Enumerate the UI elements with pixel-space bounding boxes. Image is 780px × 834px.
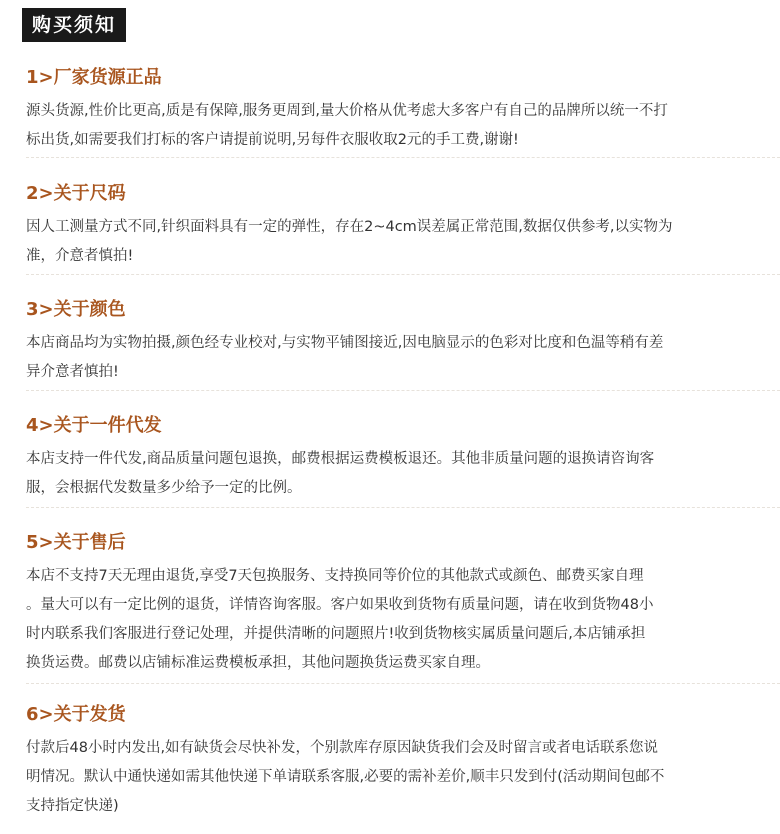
section-body (26, 734, 780, 821)
section-shipping (26, 703, 780, 821)
section-body (26, 97, 780, 155)
section-heading: 4>关于一件代发 (26, 415, 162, 436)
body-line: 本店支持一件代发,商品质量问题包退换，邮费根据运费模板退还。其他非质量问题的退换请咨询客 (26, 451, 655, 467)
body-line: 换货运费。邮费以店铺标准运费模板承担，其他问题换货运费买家自理。 (26, 655, 490, 671)
section-body (26, 213, 780, 271)
section-body (26, 562, 780, 678)
section-divider (26, 274, 780, 275)
section-heading: 1>厂家货源正品 (26, 67, 162, 88)
section-body (26, 329, 780, 387)
section-color (26, 298, 780, 387)
section-dropshipping (26, 414, 780, 503)
section-body (26, 445, 780, 503)
body-line: 准，介意者慎拍! (26, 248, 134, 264)
body-line: 付款后48小时内发出,如有缺货会尽快补发，个别款库存原因缺货我们会及时留言或者电话联系您说 (26, 740, 659, 756)
body-line: 时内联系我们客服进行登记处理，并提供清晰的问题照片!收到货物核实属质量问题后,本店铺承担 (26, 626, 646, 642)
section-heading: 2>关于尺码 (26, 183, 126, 204)
body-line: 异介意者慎拍! (26, 364, 119, 380)
section-divider (26, 507, 780, 508)
body-line: 支持指定快递) (26, 798, 119, 814)
section-divider (26, 390, 780, 391)
section-divider (26, 157, 780, 158)
body-line: 本店不支持7天无理由退货,享受7天包换服务、支持换同等价位的其他款式或颜色、邮费买家自理 (26, 568, 644, 584)
page-title: 购买须知 (22, 8, 126, 42)
body-line: 本店商品均为实物拍摄,颜色经专业校对,与实物平铺图接近,因电脑显示的色彩对比度和色温等稍有差 (26, 335, 664, 351)
section-divider (26, 683, 780, 684)
section-after-sales (26, 531, 780, 678)
section-sizing (26, 182, 780, 271)
body-line: 服，会根据代发数量多少给予一定的比例。 (26, 480, 302, 496)
body-line: 因人工测量方式不同,针织面料具有一定的弹性，存在2~4cm误差属正常范围,数据仅供参考,以实物为 (26, 219, 673, 235)
section-heading: 5>关于售后 (26, 532, 126, 553)
body-line: 。量大可以有一定比例的退货，详情咨询客服。客户如果收到货物有质量问题，请在收到货物48小 (26, 597, 654, 613)
section-heading: 6>关于发货 (26, 704, 126, 725)
body-line: 源头货源,性价比更高,质是有保障,服务更周到,量大价格从优考虑大多客户有自己的品牌所以统一不打 (26, 103, 668, 119)
body-line: 标出货,如需要我们打标的客户请提前说明,另每件衣服收取2元的手工费,谢谢! (26, 132, 519, 148)
section-genuine-source (26, 66, 780, 155)
body-line: 明情况。默认中通快递如需其他快递下单请联系客服,必要的需补差价,顺丰只发到付(活动期间包邮不 (26, 769, 665, 785)
section-heading: 3>关于颜色 (26, 299, 126, 320)
